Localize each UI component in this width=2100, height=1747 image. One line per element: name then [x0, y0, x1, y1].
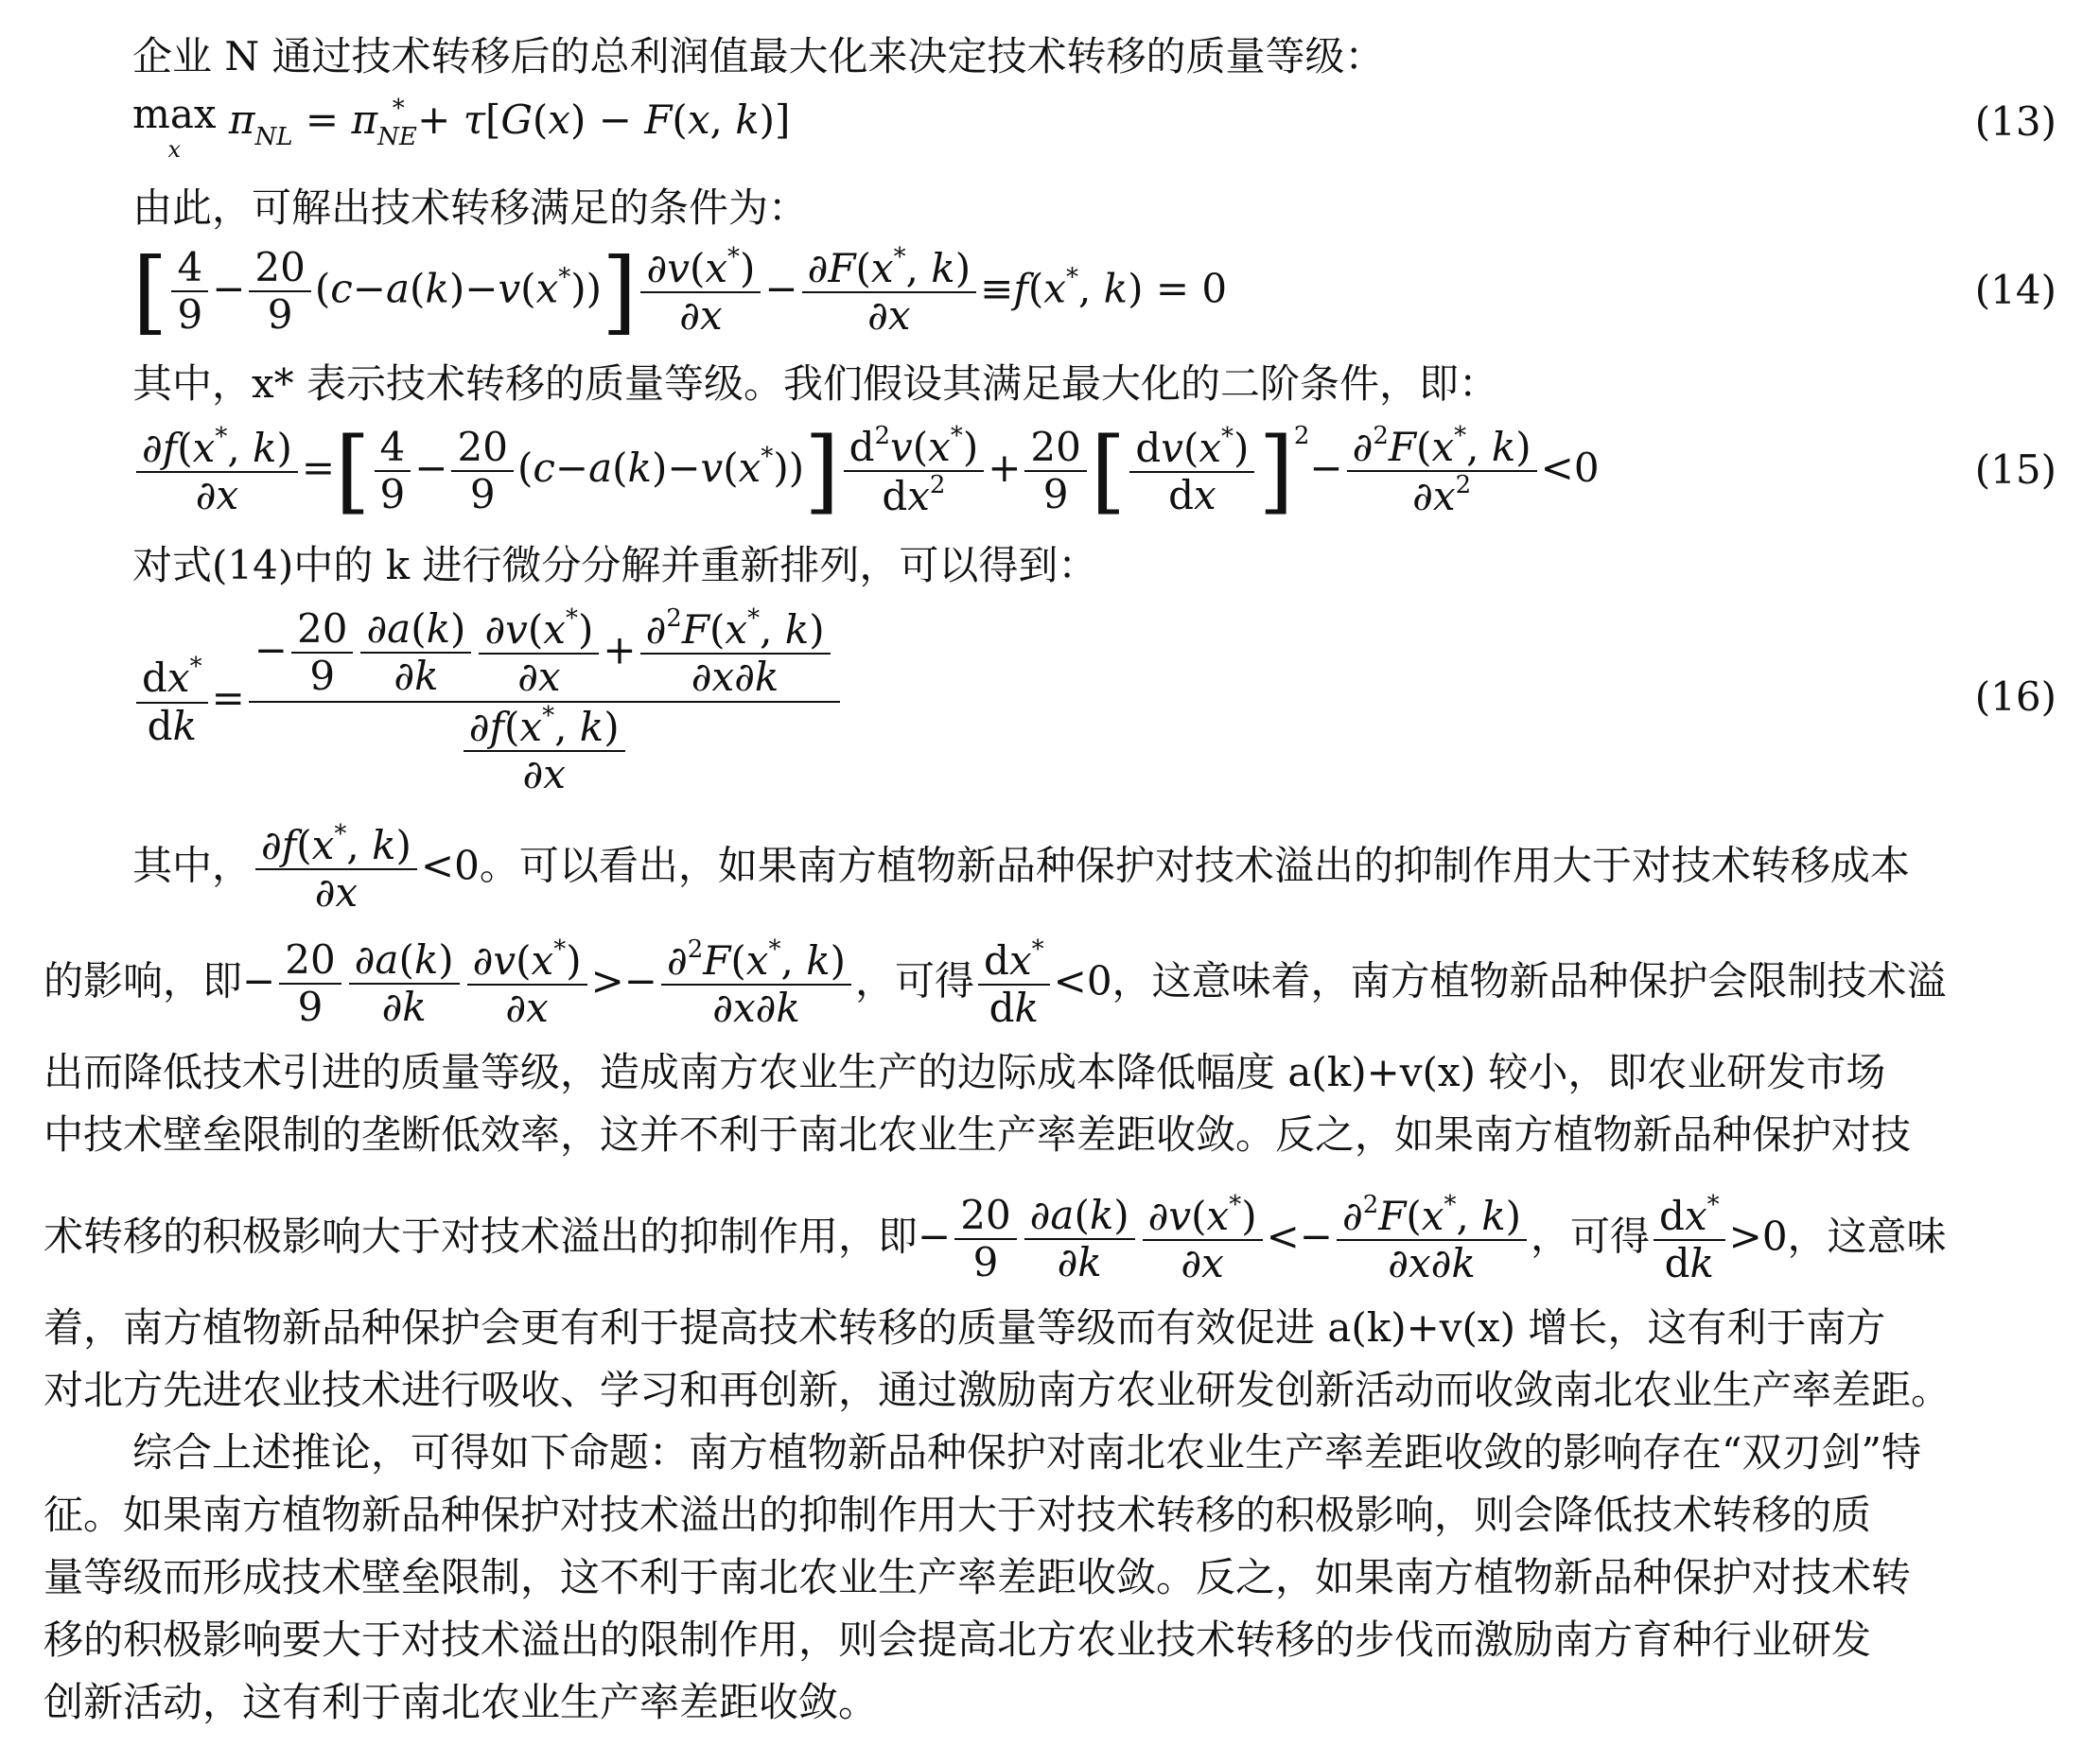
equation-16-number: (16): [1974, 673, 2056, 720]
equation-14-number: (14): [1974, 267, 2056, 313]
text-prefix: 的影响，即: [44, 957, 243, 1005]
equation-14: [ $\frac{4}{9}$ − $\frac{20}{9}$ (c−a(k)−v(x*))] $\frac{\partial v(x^*)}{\partial x}$ − $\frac{\partial F(x^*, k)}{\partial x}$ ≡f(x*, k) = 0: [132, 238, 1228, 345]
text-suffix: >0，这意味: [1728, 1213, 1947, 1260]
equation-13: max x $\pi_{NL} = \pi_{NE}^* + \tau[G(x) - F(x$, k)]: [132, 91, 791, 163]
paragraph-line-7: 出而降低技术引进的质量等级，造成南方农业生产的边际成本降低幅度 a(k)+v(x) 较小，即农业研发市场: [44, 1049, 1886, 1095]
paragraph-differentiate: 对式(14)中的 k 进行微分分解并重新排列，可以得到：: [132, 542, 1098, 588]
paragraph-line-9: 术转移的积极影响大于对技术溢出的抑制作用，即− $\frac{20}{9}$ $\frac{\partial a(k)}{\partial k}$ $\frac{\partial v(x^*)}{\partial x}$ <− $\frac{\partial^2F(x^*, k)}{\partial x\partial k}$ ，可得 $\frac{dx^*}{dk}$ >0，这意味: [44, 1191, 1947, 1287]
equation-16: $\frac{dx^*}{dk}$ = − $\frac{20}{9}$ $\frac{\partial a(k)}{\partial k}$ $\frac{\partial v(x^*)}{\partial x}$ + $\frac{\partial^2F(x^*, k)}{\partial x\partial k}$ $\frac{\partial f(x^*, k)}{\partial x}$: [132, 605, 844, 797]
paragraph-proposition-2: 征。如果南方植物新品种保护对技术溢出的抑制作用大于对技术转移的积极影响，则会降低技术转移的质: [44, 1492, 1872, 1538]
paragraph-proposition-3: 量等级而形成技术壁垒限制，这不利于南北农业生产率差距收敛。反之，如果南方植物新品种保护对技术转: [44, 1554, 1912, 1600]
paragraph-proposition-1: 综合上述推论，可得如下命题：南方植物新品种保护对南北农业生产率差距收敛的影响存在“双刃剑”特: [132, 1429, 1921, 1476]
paragraph-conclusion-2: 的影响，即− $\frac{20}{9}$ $\frac{\partial a(k)}{\partial k}$ $\frac{\partial v(x^*)}{\partial x}$ >− $\frac{\partial^2F(x^*, k)}{\partial x\partial k}$ ，可得 $\frac{dx^*}{dk}$ <0，这意味着，南方植物新品种保护会限制技术溢: [44, 935, 1947, 1032]
paragraph-line-8: 中技术壁垒限制的垄断低效率，这并不利于南北农业生产率差距收敛。反之，如果南方植物新品种保护对技: [44, 1111, 1912, 1158]
paragraph-proposition-4: 移的积极影响要大于对技术溢出的限制作用，则会提高北方农业技术转移的步伐而激励南方育种行业研发: [44, 1616, 1872, 1663]
paragraph-line-10: 着，南方植物新品种保护会更有利于提高技术转移的质量等级而有效促进 a(k)+v(x) 增长，这有利于南方: [44, 1304, 1886, 1351]
paragraph-proposition-5: 创新活动，这有利于南北农业生产率差距收敛。: [44, 1679, 879, 1725]
equation-15: $\frac{\partial f(x^*, k)}{\partial x}$ =[ $\frac{4}{9}$ − $\frac{20}{9}$ (c−a(k)−v(x*))] $\frac{d^2v(x^*)}{dx^2}$ + $\frac{20}{9}$ [ $\frac{dv(x^*)}{dx}$ ]$^2$− $\frac{\partial^2F(x^*, k)}{\partial x^2}$ <0: [132, 422, 1600, 519]
text-suffix: <0。可以看出，如果南方植物新品种保护对技术溢出的抑制作用大于对技术转移成本: [420, 842, 1910, 889]
text-suffix: <0，这意味着，南方植物新品种保护会限制技术溢: [1053, 957, 1947, 1005]
equation-15-number: (15): [1974, 446, 2056, 493]
text-mid: ，可得: [1531, 1213, 1651, 1260]
equation-13-number: (13): [1974, 98, 2056, 145]
text-prefix: 其中，: [132, 842, 253, 889]
paragraph-second-order: 其中，x* 表示技术转移的质量等级。我们假设其满足最大化的二阶条件，即：: [132, 360, 1499, 407]
paragraph-conclusion-1: 其中， $\frac{\partial f(x^*, k)}{\partial x}$ <0。可以看出，如果南方植物新品种保护对技术溢出的抑制作用大于对技术转移成本: [132, 820, 1910, 917]
paragraph-intro: 企业 N 通过技术转移后的总利润值最大化来决定技术转移的质量等级：: [132, 33, 1385, 79]
text-mid: ，可得: [855, 957, 975, 1005]
text-prefix: 术转移的积极影响大于对技术溢出的抑制作用，即: [44, 1213, 919, 1260]
max-operator: max x: [132, 91, 217, 163]
paragraph-line-11: 对北方先进农业技术进行吸收、学习和再创新，通过激励南方农业研发创新活动而收敛南北农业生产率差距。: [44, 1367, 1951, 1413]
paragraph-condition: 由此，可解出技术转移满足的条件为：: [132, 184, 809, 231]
